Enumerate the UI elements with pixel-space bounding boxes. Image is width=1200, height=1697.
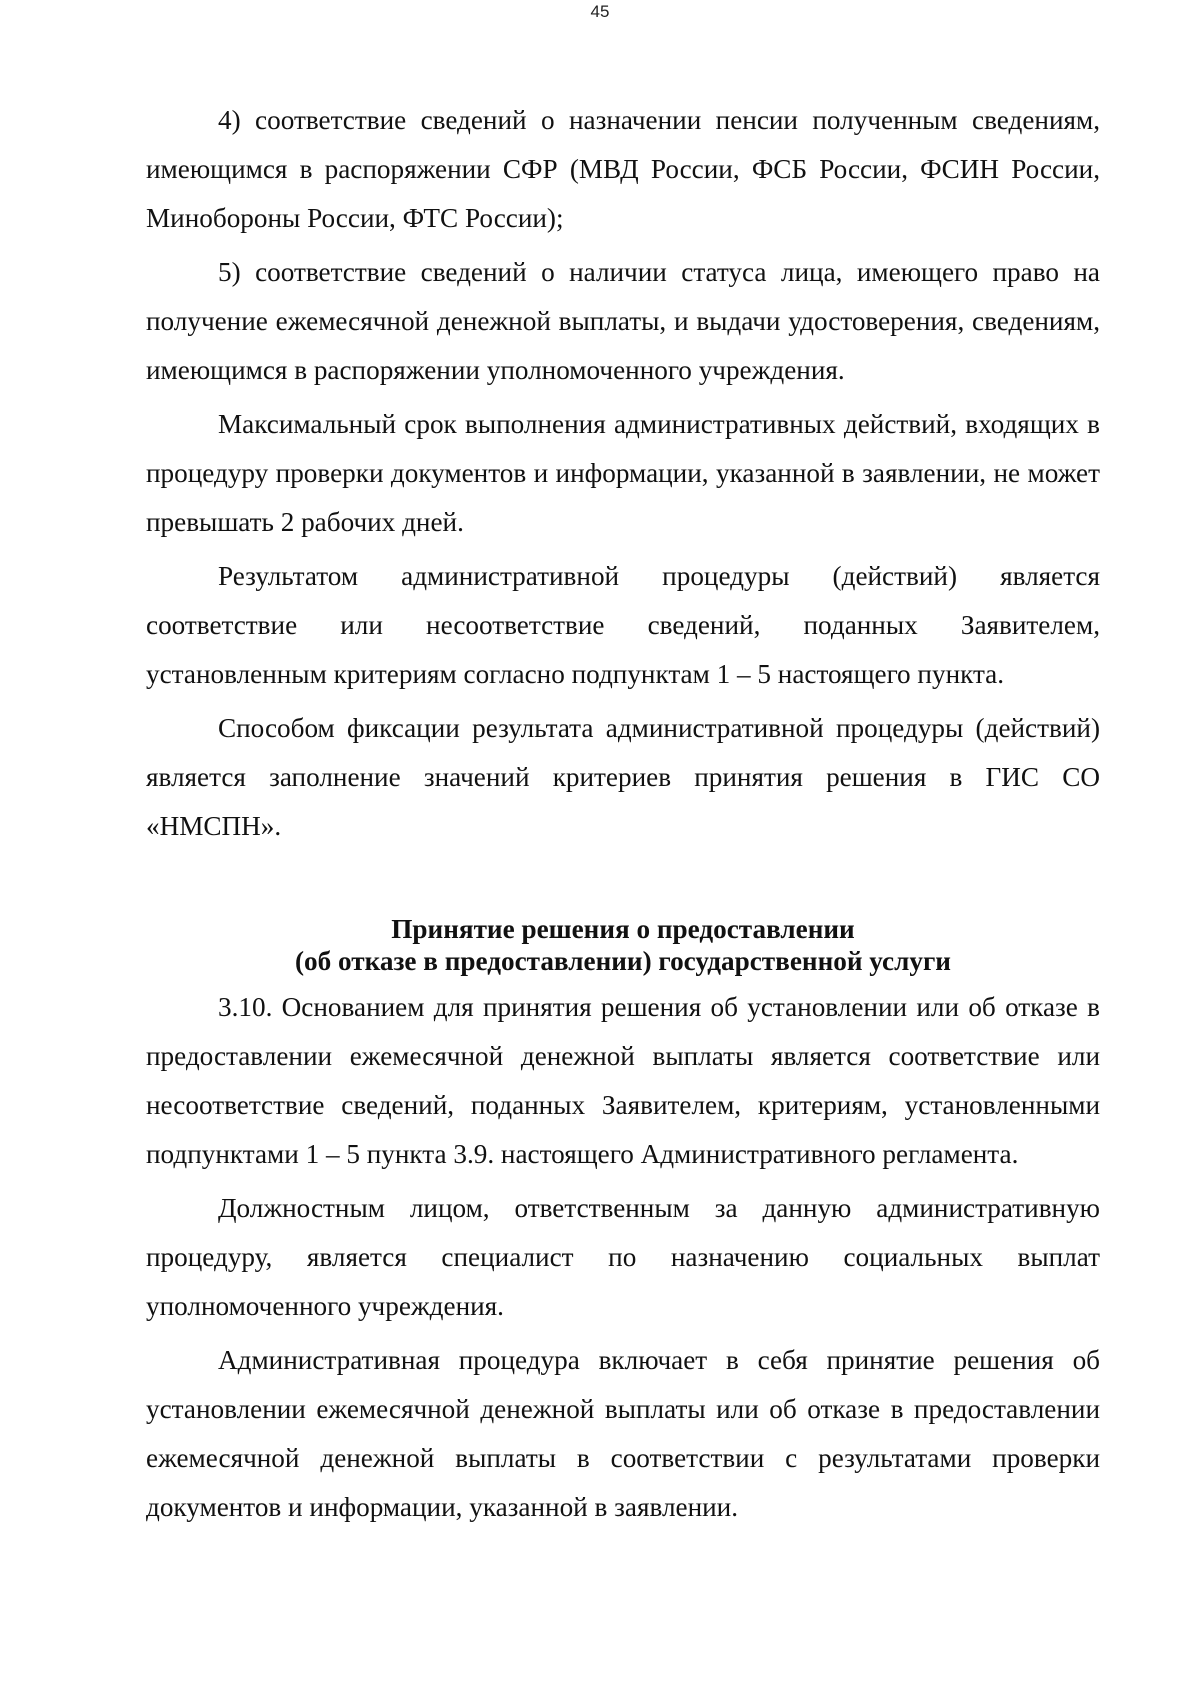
document-body — [146, 96, 1100, 1537]
paragraph-3-10: 3.10. Основанием для принятия решения об установлении или об отказе в предоставлении ежемесячной денежной выплаты является соответствие или несоответствие сведений, поданных Заявителем, критериям, установленными подпунктами 1 – 5 пункта 3.9. настоящего Административного регламента. — [146, 992, 1100, 1169]
page-number: 45 — [590, 2, 610, 21]
paragraph-item-5: 5) соответствие сведений о наличии статуса лица, имеющего право на получение ежемесячной денежной выплаты, и выдачи удостоверения, сведениям, имеющимся в распоряжении уполномоченного учреждения. — [146, 257, 1100, 385]
section-spacer — [146, 856, 1100, 913]
paragraph-fixation-method: Способом фиксации результата административной процедуры (действий) является заполнение значений критериев принятия решения в ГИС СО «НМСПН». — [146, 713, 1100, 841]
section-heading-line-2: (об отказе в предоставлении) государственной услуги — [295, 946, 951, 976]
section-heading — [146, 913, 1100, 977]
paragraph-responsible-official: Должностным лицом, ответственным за данную административную процедуру, является специалист по назначению социальных выплат уполномоченного учреждения. — [146, 1193, 1100, 1321]
paragraph-procedure-scope: Административная процедура включает в себя принятие решения об установлении ежемесячной денежной выплаты или об отказе в предоставлении ежемесячной денежной выплаты в соответствии с результатами проверки документов и информации, указанной в заявлении. — [146, 1345, 1100, 1522]
paragraph-result: Результатом административной процедуры (действий) является соответствие или несоответствие сведений, поданных Заявителем, установленным критериям согласно подпунктам 1 – 5 настоящего пункта. — [146, 561, 1100, 689]
paragraph-max-term: Максимальный срок выполнения административных действий, входящих в процедуру проверки документов и информации, указанной в заявлении, не может превышать 2 рабочих дней. — [146, 409, 1100, 537]
paragraph-item-4: 4) соответствие сведений о назначении пенсии полученным сведениям, имеющимся в распоряжении СФР (МВД России, ФСБ России, ФСИН России, Минобороны России, ФТС России); — [146, 105, 1100, 233]
section-heading-line-1: Принятие решения о предоставлении — [391, 914, 855, 944]
